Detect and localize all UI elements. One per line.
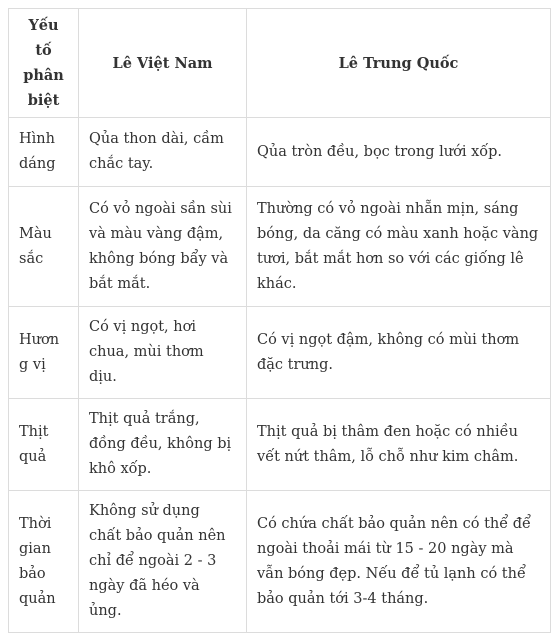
- table-header-row: [9, 9, 551, 118]
- row-factor: Màu sắc: [9, 187, 79, 307]
- row-china-value: Có chứa chất bảo quản nên có thể để ngoài thoải mái từ 15 - 20 ngày mà vẫn bóng đẹp. Nếu để tủ lạnh có thể bảo quản tới 3-4 tháng.: [247, 491, 551, 633]
- table-row: [9, 118, 551, 187]
- row-factor: Thời gian bảo quản: [9, 491, 79, 633]
- row-china-value: Thịt quả bị thâm đen hoặc có nhiều vết nứt thâm, lỗ chỗ như kim châm.: [247, 399, 551, 491]
- table-row: [9, 307, 551, 399]
- row-china-value: Qủa tròn đều, bọc trong lưới xốp.: [247, 118, 551, 187]
- row-vietnam-value: Có vị ngọt, hơi chua, mùi thơm dịu.: [79, 307, 247, 399]
- table-row: [9, 187, 551, 307]
- row-factor: Thịt quả: [9, 399, 79, 491]
- table-row: [9, 491, 551, 633]
- table-row: [9, 399, 551, 491]
- row-vietnam-value: Không sử dụng chất bảo quản nên chỉ để ngoài 2 - 3 ngày đã héo và ủng.: [79, 491, 247, 633]
- row-china-value: Thường có vỏ ngoài nhẵn mịn, sáng bóng, da căng có màu xanh hoặc vàng tươi, bắt mắt hơn so với các giống lê khác.: [247, 187, 551, 307]
- row-factor: Hình dáng: [9, 118, 79, 187]
- row-vietnam-value: Có vỏ ngoài sần sùi và màu vàng đậm, không bóng bẩy và bắt mắt.: [79, 187, 247, 307]
- row-vietnam-value: Qủa thon dài, cầm chắc tay.: [79, 118, 247, 187]
- row-factor: Hương vị: [9, 307, 79, 399]
- row-china-value: Có vị ngọt đậm, không có mùi thơm đặc trưng.: [247, 307, 551, 399]
- header-factor: Yếu tố phân biệt: [9, 9, 79, 118]
- row-vietnam-value: Thịt quả trắng, đồng đều, không bị khô xốp.: [79, 399, 247, 491]
- header-china-pear: Lê Trung Quốc: [247, 9, 551, 118]
- header-vietnam-pear: Lê Việt Nam: [79, 9, 247, 118]
- comparison-table: [8, 8, 551, 633]
